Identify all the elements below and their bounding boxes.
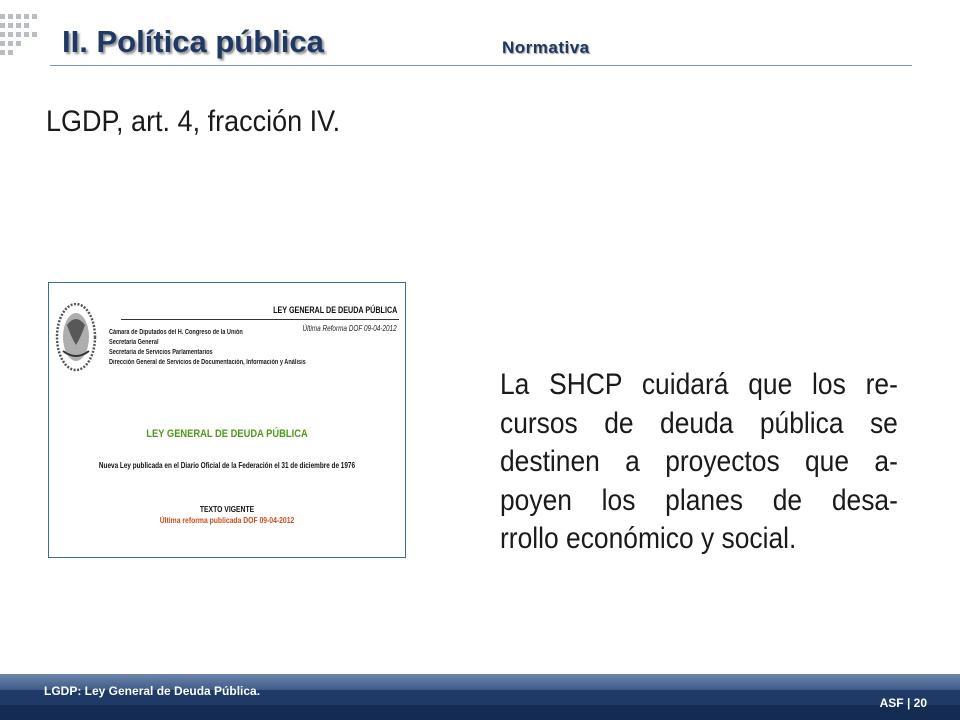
doc-publication: Nueva Ley publicada en el Diario Oficial de la Federación el 31 de diciembre de 1976 xyxy=(98,461,356,470)
doc-header-rule xyxy=(121,319,399,320)
law-document-image xyxy=(48,282,406,558)
footer-band-bottom xyxy=(0,705,960,720)
footer-page-label xyxy=(880,696,927,710)
header-grid-decoration xyxy=(0,14,40,58)
body-line: poyen los planes de desa- xyxy=(500,483,898,517)
doc-direction: Dirección General de Servicios de Documentación, Información y Análisis xyxy=(109,359,306,366)
doc-status: TEXTO VIGENTE xyxy=(199,505,255,514)
footer-abbreviation-note: LGDP: Ley General de Deuda Pública. xyxy=(44,684,261,698)
header-divider xyxy=(50,65,912,66)
law-reference: LGDP, art. 4, fracción IV. xyxy=(46,105,341,138)
doc-secretariat: Secretaría General xyxy=(109,339,159,346)
slide-title: II. Política pública xyxy=(62,24,324,59)
body-line: destinen a proyectos que a- xyxy=(500,445,898,478)
body-line: cursos de deuda pública se xyxy=(500,406,898,440)
slide-subtitle: Normativa xyxy=(502,38,590,57)
body-line: La SHCP cuidará que los re- xyxy=(500,368,898,401)
footer-separator: | xyxy=(906,696,911,710)
doc-last-reform: Última reforma publicada DOF 09-04-2012 xyxy=(159,516,295,525)
page-number: 20 xyxy=(913,696,927,710)
body-line: rrollo económico y social. xyxy=(500,522,797,555)
national-seal-icon xyxy=(51,285,107,381)
body-paragraph xyxy=(500,366,898,559)
doc-services: Secretaría de Servicios Parlamentarios xyxy=(109,349,213,356)
doc-header-reform: Última Reforma DOF 09-04-2012 xyxy=(302,324,397,333)
footer-org: ASF xyxy=(879,696,904,710)
doc-chamber: Cámara de Diputados del H. Congreso de la Unión xyxy=(109,329,243,336)
doc-law-title: LEY GENERAL DE DEUDA PÚBLICA xyxy=(146,428,308,440)
doc-header-title: LEY GENERAL DE DEUDA PÚBLICA xyxy=(272,305,397,315)
